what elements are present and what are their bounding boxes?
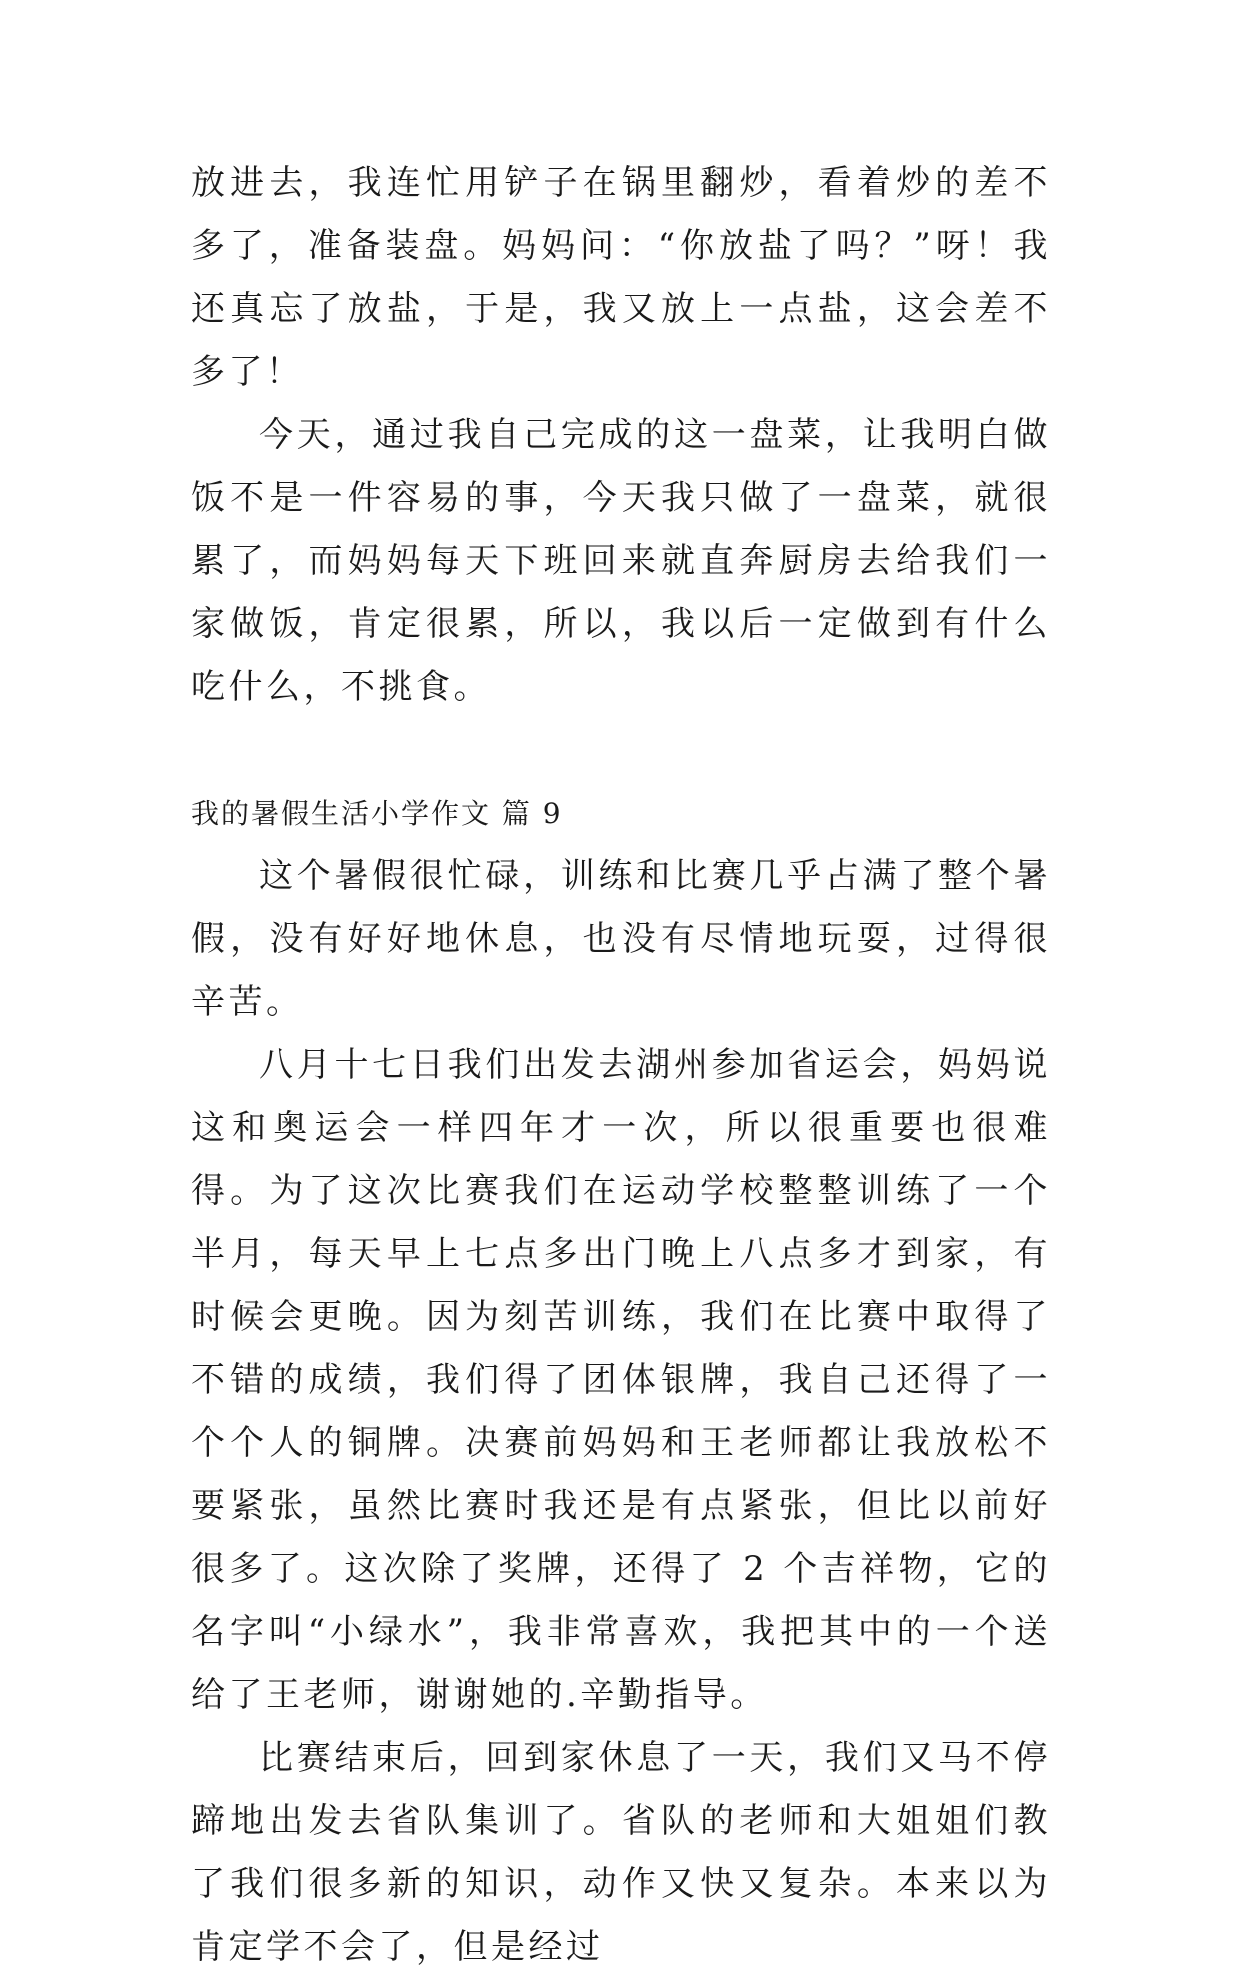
closing-paragraph: 今天，通过我自己完成的这一盘菜，让我明白做饭不是一件容易的事，今天我只做了一盘菜，就很累了，而妈妈每天下班回来就直奔厨房去给我们一家做饭，肯定很累，所以，我以后一定做到有什么吃什么，不挑食。 xyxy=(191,415,1051,707)
section-heading: 我的暑假生活小学作文 篇 9 xyxy=(191,797,563,830)
section-paragraph-2: 八月十七日我们出发去湖州参加省运会，妈妈说这和奥运会一样四年才一次，所以很重要也很难得。为了这次比赛我们在运动学校整整训练了一个半月，每天早上七点多出门晚上八点多才到家，有时候会更晚。因为刻苦训练，我们在比赛中取得了不错的成绩，我们得了团体银牌，我自己还得了一个个人的铜牌。决赛前妈妈和王老师都让我放松不要紧张，虽然比赛时我还是有点紧张，但比以前好很多了。这次除了奖牌，还得了 2 个吉祥物，它的名字叫“小绿水”，我非常喜欢，我把其中的一个送给了王老师，谢谢她的.辛勤指导。 xyxy=(191,1045,1051,1715)
continuation-paragraph: 放进去，我连忙用铲子在锅里翻炒，看着炒的差不多了，准备装盘。妈妈问：“你放盐了吗？”呀！我还真忘了放盐，于是，我又放上一点盐，这会差不多了！ xyxy=(191,163,1051,392)
section-paragraph-1: 这个暑假很忙碌，训练和比赛几乎占满了整个暑假，没有好好地休息，也没有尽情地玩耍，过得很辛苦。 xyxy=(191,856,1051,1022)
document-body xyxy=(191,152,1051,1979)
section-paragraph-3: 比赛结束后，回到家休息了一天，我们又马不停蹄地出发去省队集训了。省队的老师和大姐姐们教了我们很多新的知识，动作又快又复杂。本来以为肯定学不会了，但是经过 xyxy=(191,1738,1051,1967)
section-spacer xyxy=(191,719,1051,782)
